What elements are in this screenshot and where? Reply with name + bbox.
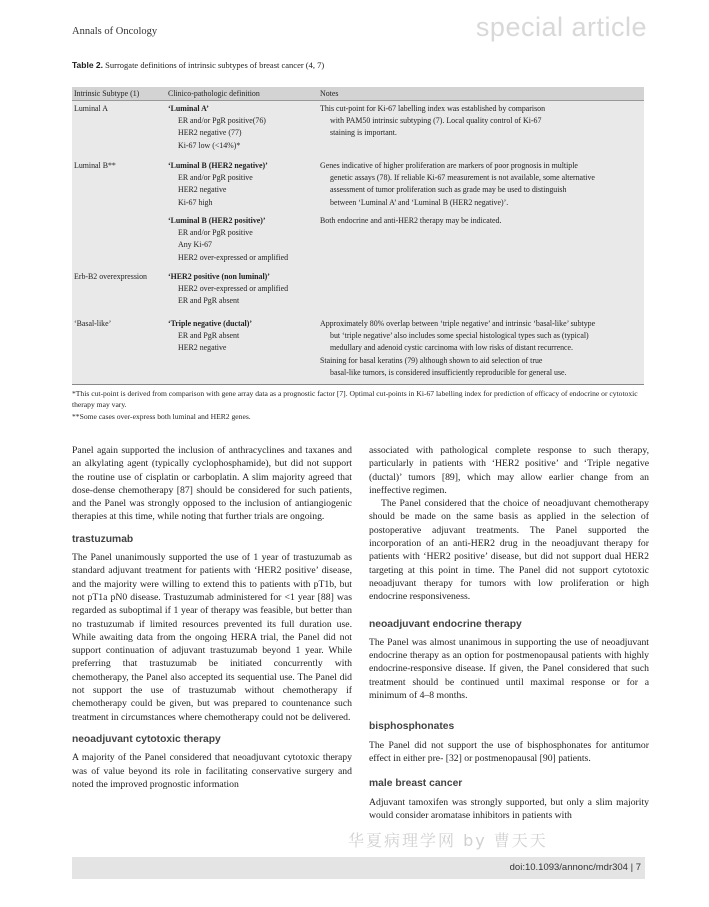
table-caption-text: Surrogate definitions of intrinsic subtypes of breast cancer (4, 7) [103, 60, 325, 70]
definition-title: ‘HER2 positive (non luminal)’ [168, 272, 270, 281]
definition-line: HER2 over-expressed or amplified [178, 284, 289, 294]
definition-line: HER2 negative [178, 185, 227, 195]
notes-line: with PAM50 intrinsic subtyping (7). Local quality control of Ki-67 [330, 116, 542, 126]
table-header [72, 87, 644, 101]
subtype-cell: Luminal A [74, 104, 108, 113]
section-heading: bisphosphonates [369, 721, 455, 733]
definition-line: Any Ki-67 [178, 240, 212, 250]
subtype-table [72, 87, 644, 385]
table-row [72, 101, 644, 158]
definition-line: Ki-67 low (<14%)* [178, 140, 241, 150]
section-heading: neoadjuvant cytotoxic therapy [72, 733, 221, 745]
paragraph: associated with pathological complete response to such therapy, particularly in patients with ‘HER2 positive’ and ‘Triple negative (ductal)’ tumors [89], which may allow earlier change from an ineffective regimen. [369, 445, 649, 496]
notes-line: Both endocrine and anti-HER2 therapy may be indicated. [320, 216, 502, 225]
definition-line: ER and/or PgR positive [178, 173, 253, 183]
header-subtype: Intrinsic Subtype (1) [74, 89, 140, 98]
subtype-cell: ‘Basal-like’ [74, 319, 112, 328]
notes-cell [320, 215, 644, 269]
subtype-cell: Luminal B** [74, 161, 116, 170]
definition-title: ‘Luminal A’ [168, 104, 209, 113]
notes-line: assessment of tumor proliferation such as grade may be used to distinguish [330, 185, 567, 195]
definition-line: HER2 over-expressed or amplified [178, 252, 289, 262]
notes-line: staining is important. [330, 128, 397, 138]
definition-title: ‘Luminal B (HER2 positive)’ [168, 216, 266, 225]
notes-line: Genes indicative of higher proliferation are markers of poor prognosis in multiple [320, 161, 578, 170]
paragraph: The Panel was almost unanimous in supporting the use of neoadjuvant endocrine therapy as an option for postmenopausal patients with highly endocrine-responsive disease. If given, the Panel considered that such treatment should be continued until maximal response or for a minimum of 4–8 months. [369, 636, 649, 702]
notes-cell [320, 318, 644, 378]
notes-line: genetic assays (78). If reliable Ki-67 measurement is not available, some alternative [330, 173, 595, 183]
notes-line: medullary and adenoid cystic carcinoma with low risks of distant recurrence. [330, 343, 573, 353]
definition-line: ER and/or PgR positive [178, 228, 253, 238]
watermark: 华夏病理学网 by 曹天天 [348, 831, 548, 850]
paragraph: The Panel unanimously supported the use of 1 year of trastuzumab as standard adjuvant treatment for patients with ‘HER2 positive’ disease, and the majority were willing to extend this to patients with pT1b, but not pT1a pN0 disease. Trastuzumab administered for <1 year [88] was regarded as suboptimal if 1 year of therapy was feasible, but better than no trastuzumab if limited resources prevented its full duration use. While awaiting data from the ongoing HERA trial, the Panel did not support continuation of adjuvant trastuzumab beyond 1 year. While preferring that trastuzumab be initiated concurrently with chemotherapy, the Panel also accepted its sequential use. The Panel did not support the use of trastuzumab without chemotherapy if chemotherapy could be given, but was prepared to countenance such treatment in circumstances where chemotherapy could not be delivered. [72, 552, 352, 723]
paragraph: A majority of the Panel considered that neoadjuvant cytotoxic therapy was of value beyond its role in facilitating conservative surgery and noted the improved prognostic information [72, 752, 352, 790]
notes-line: basal-like tumors, is considered insufficiently reproducible for general use. [330, 367, 567, 377]
paragraph: The Panel did not support the use of bisphosphonates for antitumor effect in either pre- [32] or postmenopausal [90] patients. [369, 739, 649, 764]
doi-page-number: doi:10.1093/annonc/mdr304 | 7 [509, 862, 641, 873]
table-caption-label: Table 2. [72, 60, 104, 70]
notes-line: This cut-point for Ki-67 labelling index was established by comparison [320, 104, 546, 113]
journal-name: Annals of Oncology [72, 26, 158, 37]
header-definition: Clinico-pathologic definition [168, 89, 260, 98]
notes-cell [320, 271, 644, 316]
table-caption [72, 60, 324, 70]
paragraph: Panel again supported the inclusion of anthracyclines and taxanes and an alkylating agent (typically cyclophosphamide), but did not support the routine use of cisplatin or carboplatin. A slim majority agreed that dose-dense chemotherapy [87] should be considered for such patients, and the Panel was strongly opposed to the inclusion of antiangiogenic therapies at this time, while noting that further trials are ongoing. [72, 445, 352, 523]
notes-line: between ‘Luminal A’ and ‘Luminal B (HER2 negative)’. [330, 197, 509, 207]
table-row [72, 269, 644, 316]
section-heading: trastuzumab [72, 533, 134, 545]
definition-title: ‘Triple negative (ductal)’ [168, 319, 253, 328]
definition-line: Ki-67 high [178, 197, 213, 207]
paragraph: The Panel considered that the choice of neoadjuvant chemotherapy should be made on the same basis as applied in the selection of postoperative adjuvant treatments. The Panel supported the incorporation of an anti-HER2 drug in the neoadjuvant therapy for patients with ‘HER2 positive’ disease, but did not support dual HER2 targeting at this point in time. The Panel did not support cytotoxic neoadjuvant therapy for tumors with low proliferation or high endocrine responsiveness. [369, 498, 649, 603]
definition-cell [168, 215, 320, 269]
notes-line: but ‘triple negative’ also includes some special histological types such as (typical) [330, 331, 589, 341]
left-column [72, 444, 352, 791]
definition-cell [168, 318, 320, 378]
definition-line: HER2 negative [178, 343, 227, 353]
table-row [72, 158, 644, 213]
definition-line: ER and/or PgR positive(76) [178, 116, 266, 126]
table-footnote-1: *This cut-point is derived from comparison with gene array data as a prognostic factor [7]. Optimal cut-points in Ki-67 labelling index for prediction of efficacy of endocrine or cytotoxic therapy may vary. [72, 389, 638, 410]
table-row [72, 316, 644, 378]
notes-cell [320, 160, 644, 213]
definition-cell [168, 160, 320, 213]
table-bottom-rule [72, 378, 644, 385]
right-column [369, 444, 649, 822]
section-heading: neoadjuvant endocrine therapy [369, 618, 522, 630]
subtype-cell: Erb-B2 overexpression [74, 272, 147, 281]
table-footnote-2: **Some cases over-express both luminal and HER2 genes. [72, 412, 251, 421]
definition-title: ‘Luminal B (HER2 negative)’ [168, 161, 268, 170]
table-row [72, 213, 644, 269]
paragraph: Adjuvant tamoxifen was strongly supported, but only a slim majority would consider aromatase inhibitors in patients with [369, 796, 649, 821]
section-title: special article [475, 12, 647, 42]
notes-line: Staining for basal keratins (79) although shown to aid selection of true [320, 355, 543, 365]
subtype-cell [72, 215, 168, 269]
header-notes: Notes [320, 89, 339, 98]
notes-cell [320, 103, 644, 158]
notes-line: Approximately 80% overlap between ‘triple negative’ and intrinsic ‘basal-like’ subtype [320, 319, 596, 328]
section-heading: male breast cancer [369, 778, 463, 790]
definition-line: ER and PgR absent [178, 296, 240, 306]
definition-line: HER2 negative (77) [178, 128, 242, 138]
definition-cell [168, 271, 320, 316]
definition-line: ER and PgR absent [178, 331, 240, 341]
definition-cell [168, 103, 320, 158]
